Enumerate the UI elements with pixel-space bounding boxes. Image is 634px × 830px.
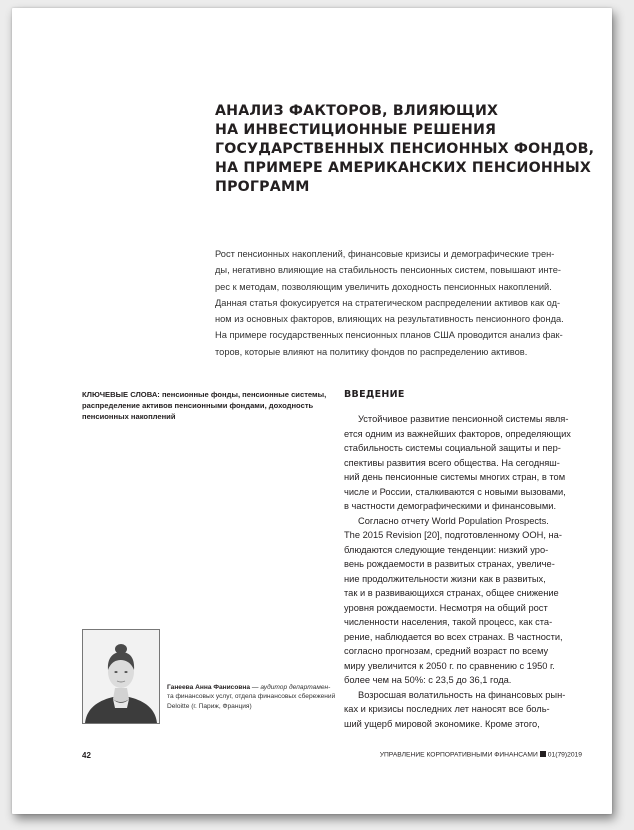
abstract [215,246,599,360]
abstract-line: ном из основных факторов, влияющих на результативность пенсионного фонда. [215,314,564,325]
body-line: Устойчивое развитие пенсионной системы явля- [358,414,569,424]
body-line: ется одним из важнейших факторов, определяющих [344,428,571,439]
title-line: АНАЛИЗ ФАКТОРОВ, ВЛИЯЮЩИХ [215,103,499,119]
body-line: ший ущерб мировой экономике. Кроме этого, [344,718,540,729]
author-line [167,683,342,692]
author-name: Ганеева Анна Фанисовна [167,684,251,691]
abstract-line: Рост пенсионных накоплений, финансовые кризисы и демографические трен- [215,249,555,259]
body-line: ний день пенсионные системы многих стран, в том [344,472,566,482]
author-portrait-icon [83,630,159,723]
author-photo [82,629,160,724]
keywords-line: КЛЮЧЕВЫЕ СЛОВА: пенсионные фонды, пенсионные системы, [82,390,327,399]
title-line: НА ИНВЕСТИЦИОННЫЕ РЕШЕНИЯ [215,122,497,138]
journal-name: УПРАВЛЕНИЕ КОРПОРАТИВНЫМИ ФИНАНСАМИ [379,751,538,759]
body-line: The 2015 Revision [20], подготовленному ООН, на- [344,530,562,540]
body-line: Согласно отчету World Population Prospects. [358,515,549,526]
body-line: спективы развития всего общества. На сегодняш- [344,457,560,468]
abstract-line: Данная статья фокусируется на стратегическом распределении активов как од- [215,297,561,308]
square-separator-icon [540,751,546,757]
body-line: стабильность системы социальной защиты и пер- [344,443,561,453]
body-line: так и в развивающихся странах, общее снижение [344,588,559,598]
body-line: более чем на 50%: с 23,5 до 36,1 года. [344,675,512,685]
body-line: рение, наблюдается во всех странах. В частности, [344,631,563,642]
body-line: в частности демографическими и финансовыми. [344,501,557,511]
body-line: численности населения, такой процесс, как ста- [344,617,553,627]
body-line: числе и России, сталкиваются с новыми вызовами, [344,486,566,497]
body-line: вень рождаемости в развитых странах, увеличе- [344,559,555,569]
abstract-line: рес к методам, позволяющим увеличить доходность пенсионных накоплений. [215,281,552,292]
introduction-text [344,412,602,731]
author-role: — аудитор департамен- [250,684,331,691]
title-line: НА ПРИМЕРЕ АМЕРИКАНСКИХ ПЕНСИОННЫХ [215,160,592,176]
body-line: согласно прогнозам, средний возраст по всему [344,646,549,656]
page-number: 42 [82,751,91,760]
author-line: Deloitte (г. Париж, Франция) [167,702,252,710]
title-line: ПРОГРАММ [215,179,310,195]
keywords-line: распределение активов пенсионными фондами, доходность [82,401,314,410]
body-line: ние продолжительности жизни как в развитых, [344,573,546,584]
journal-page [12,8,612,814]
body-line: уровня рождаемости. Несмотря на общий рост [344,602,548,613]
author-info [167,683,342,711]
author-line: та финансовых услуг, отдела финансовых сбережений [167,693,336,701]
keywords-line: пенсионных накоплений [82,412,176,421]
journal-issue: 01(79)2019 [547,751,582,759]
body-line: миру увеличится к 2050 г. по сравнению с 1950 г. [344,660,555,671]
title-line: ГОСУДАРСТВЕННЫХ ПЕНСИОННЫХ ФОНДОВ, [215,141,595,157]
abstract-line: торов, которые влияют на политику фондов по распределению активов. [215,346,528,357]
abstract-line: На примере государственных пенсионных планов США проводится анализ фак- [215,330,563,341]
article-title [215,102,605,197]
body-line: ках и кризисы последних лет наносят все боль- [344,704,550,714]
keywords [82,389,340,422]
section-heading-introduction: ВВЕДЕНИЕ [344,389,405,400]
body-line: блюдаются следующие тенденции: низкий уро- [344,544,549,555]
abstract-line: ды, негативно влияющие на стабильность пенсионных систем, повышают инте- [215,265,561,276]
body-line: Возросшая волатильность на финансовых рын- [358,689,566,700]
journal-footer [380,751,582,759]
